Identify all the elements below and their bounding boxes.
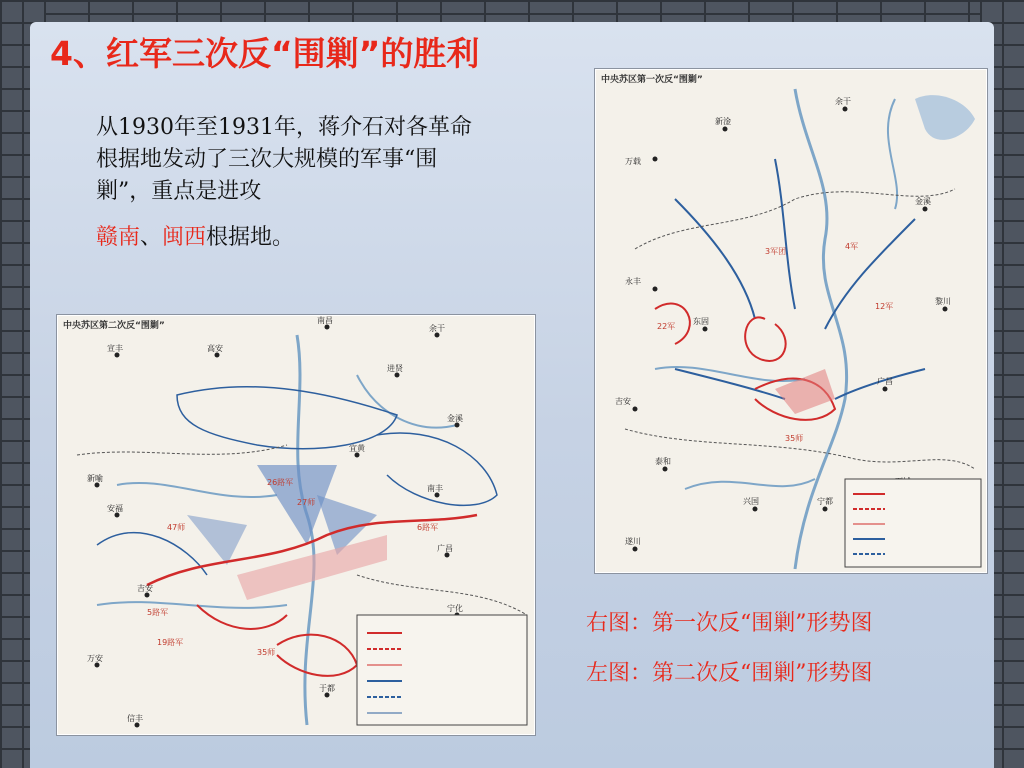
separator: 、 [140, 225, 163, 250]
svg-text:东固: 东固 [693, 317, 709, 326]
svg-text:余干: 余干 [835, 97, 851, 106]
slide-title: 4、红军三次反“围剿”的胜利 [50, 34, 480, 73]
highlight-minxi: 闽西 [162, 225, 207, 250]
svg-text:12军: 12军 [875, 302, 894, 311]
caption-left-map: 左图：第二次反“围剿”形势图 [586, 661, 873, 686]
first-campaign-map [594, 68, 988, 574]
body-paragraph [96, 112, 476, 254]
svg-text:金溪: 金溪 [447, 414, 463, 423]
body-line-end: 根据地。 [206, 225, 295, 250]
svg-text:宁都: 宁都 [817, 497, 833, 506]
svg-text:吉安: 吉安 [137, 584, 153, 593]
svg-text:广昌: 广昌 [437, 544, 453, 553]
svg-text:26路军: 26路军 [267, 478, 294, 487]
svg-text:19路军: 19路军 [157, 638, 184, 647]
svg-text:安福: 安福 [107, 504, 123, 513]
highlight-gannan: 赣南 [96, 225, 141, 250]
first-campaign-map-drawing [595, 69, 987, 573]
svg-text:万安: 万安 [87, 654, 103, 663]
svg-text:5路军: 5路军 [147, 608, 169, 617]
svg-text:永丰: 永丰 [625, 277, 641, 286]
svg-text:宣丰: 宣丰 [107, 344, 123, 353]
svg-text:27师: 27师 [297, 498, 316, 507]
svg-text:信丰: 信丰 [127, 714, 143, 723]
svg-text:黎川: 黎川 [935, 297, 951, 306]
svg-text:广昌: 广昌 [877, 377, 893, 386]
svg-text:22军: 22军 [657, 322, 676, 331]
svg-text:新淦: 新淦 [715, 117, 731, 126]
svg-text:余干: 余干 [429, 324, 445, 333]
svg-text:高安: 高安 [207, 344, 223, 353]
svg-text:35师: 35师 [785, 434, 804, 443]
svg-text:泰和: 泰和 [655, 457, 671, 466]
svg-text:47师: 47师 [167, 523, 186, 532]
svg-text:遂川: 遂川 [625, 537, 641, 546]
svg-text:南丰: 南丰 [427, 484, 443, 493]
second-campaign-map-drawing [57, 315, 535, 735]
svg-text:进贤: 进贤 [387, 364, 403, 373]
caption-right-map: 右图：第一次反“围剿”形势图 [586, 611, 873, 636]
second-campaign-map [56, 314, 536, 736]
body-line: 从1930年至1931年，蒋介石对各革命根据地发动了三次大规模的军事“围剿”，重点是进攻 [96, 115, 472, 204]
svg-text:宜黄: 宜黄 [349, 444, 365, 453]
svg-text:南昌: 南昌 [317, 316, 333, 325]
svg-text:金溪: 金溪 [915, 197, 931, 206]
svg-text:新喻: 新喻 [87, 474, 103, 483]
svg-text:于都: 于都 [319, 684, 335, 693]
svg-text:吉安: 吉安 [615, 397, 631, 406]
svg-text:兴国: 兴国 [743, 497, 759, 506]
svg-text:6路军: 6路军 [417, 523, 439, 532]
map-title: 中央苏区第一次反“围剿” [601, 75, 703, 85]
svg-text:3军团: 3军团 [765, 247, 787, 256]
svg-text:万载: 万载 [625, 157, 641, 166]
svg-text:宁化: 宁化 [447, 604, 463, 613]
map-title: 中央苏区第二次反“围剿” [63, 321, 165, 331]
body-last-line [96, 222, 476, 254]
svg-text:4军: 4军 [845, 242, 859, 251]
svg-text:35师: 35师 [257, 648, 276, 657]
